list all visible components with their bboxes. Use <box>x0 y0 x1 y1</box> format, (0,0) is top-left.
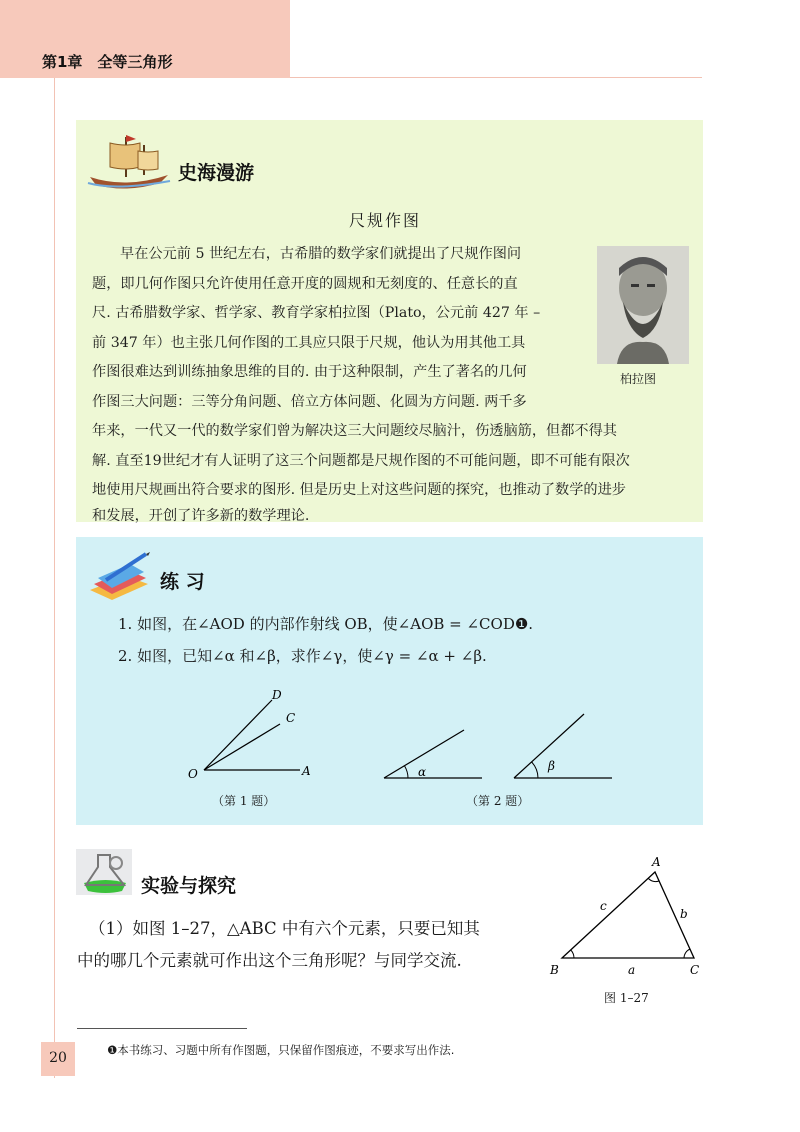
exercise-item-2: 2. 如图，已知∠α 和∠β，求作∠γ，使∠γ = ∠α + ∠β. <box>118 647 487 665</box>
vertex-b: B <box>550 963 559 977</box>
header-rule <box>290 77 702 78</box>
experiment-line: （1）如图 1–27，△ABC 中有六个元素，只要已知其 <box>89 919 480 938</box>
triangle-figure <box>544 852 714 982</box>
margin-rule <box>54 78 55 1078</box>
exercise-heading: 练 习 <box>160 571 205 593</box>
flask-icon <box>76 849 136 899</box>
history-para-line: 地使用尺规画出符合要求的图形. 但是历史上对这些问题的探究，也推动了数学的进步 <box>92 482 626 498</box>
history-para-line: 解. 直至19世纪才有人证明了这三个问题都是尺规作图的不可能问题，即不可能有限次 <box>92 452 630 469</box>
exercise-item-1: 1. 如图，在∠AOD 的内部作射线 OB，使∠AOB = ∠COD❶. <box>118 615 534 633</box>
history-para-line: 尺. 古希腊数学家、哲学家、教育学家柏拉图（Plato，公元前 427 年 – <box>92 305 541 321</box>
vertex-c: C <box>690 963 700 977</box>
angle-c-arc <box>684 949 690 958</box>
portrait-caption: 柏拉图 <box>620 372 657 386</box>
exercise-figures <box>180 684 640 784</box>
vertex-a: A <box>652 855 661 869</box>
ship-icon <box>86 133 172 193</box>
label-c: C <box>286 711 296 725</box>
pencil-book-icon <box>86 550 152 602</box>
label-d: D <box>272 688 282 702</box>
label-alpha: α <box>418 765 427 779</box>
history-para-line: 题，即几何作图只允许使用任意开度的圆规和无刻度的、任意长的直 <box>92 275 518 292</box>
history-para-line: 作图三大问题：三等分角问题、倍立方体问题、化圆为方问题. 两千多 <box>92 393 527 410</box>
history-para-line: 早在公元前 5 世纪左右，古希腊的数学家们就提出了尺规作图问 <box>120 246 522 262</box>
experiment-line: 中的哪几个元素就可作出这个三角形呢？与同学交流. <box>77 951 462 970</box>
label-beta: β <box>548 759 555 773</box>
fig2-caption: （第 2 题） <box>466 794 530 808</box>
experiment-heading: 实验与探究 <box>141 875 237 897</box>
history-para-line: 前 347 年）也主张几何作图的工具应只限于尺规，他认为用其他工具 <box>92 334 526 351</box>
page-number: 20 <box>49 1050 67 1066</box>
history-subtitle: 尺规作图 <box>349 211 422 230</box>
footnote: ❶本书练习、习题中所有作图题，只保留作图痕迹，不要求写出作法. <box>107 1043 455 1057</box>
triangle-caption: 图 1–27 <box>604 991 649 1005</box>
triangle-abc <box>562 872 694 958</box>
alpha-arc <box>405 766 408 778</box>
fig1-caption: （第 1 题） <box>212 794 276 808</box>
history-para-line: 年来，一代又一代的数学家们曾为解决这三大问题绞尽脑汁，伤透脑筋，但都不得其 <box>92 423 617 439</box>
side-c: c <box>600 899 607 913</box>
footnote-rule <box>77 1028 247 1029</box>
beta-arc <box>532 762 538 778</box>
label-a: A <box>302 764 311 778</box>
side-b: b <box>680 907 688 921</box>
history-para-line: 和发展，开创了许多新的数学理论. <box>92 507 310 524</box>
plato-portrait <box>597 246 689 364</box>
history-heading: 史海漫游 <box>178 162 255 184</box>
angle-b-arc <box>571 950 574 958</box>
side-a: a <box>628 963 636 977</box>
chapter-title: 第1章 全等三角形 <box>42 53 173 71</box>
label-o: O <box>188 767 198 781</box>
history-para-line: 作图很难达到训练抽象思维的目的. 由于这种限制，产生了著名的几何 <box>92 364 527 380</box>
